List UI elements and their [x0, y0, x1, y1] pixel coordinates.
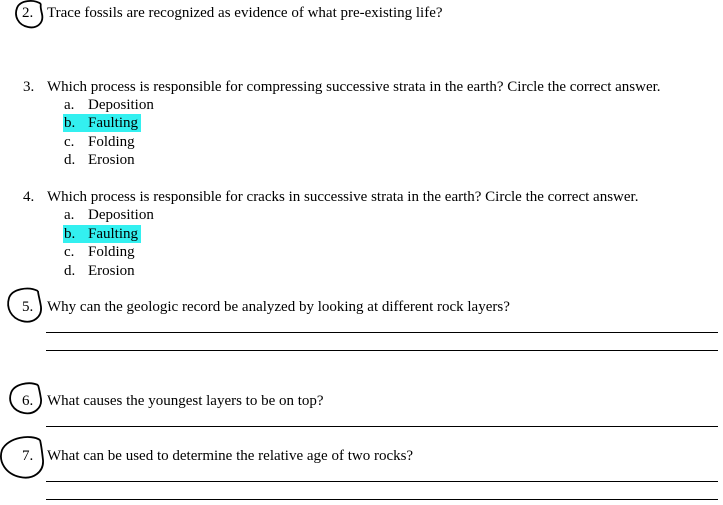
option-q3-a-letter[interactable]: a. [64, 97, 75, 113]
answer-line-q7-2[interactable] [46, 499, 718, 500]
answer-line-q5-2[interactable] [46, 350, 718, 351]
answer-line-q7-1[interactable] [46, 481, 718, 482]
option-q4-b-letter[interactable]: b. [64, 226, 76, 242]
question-2-text: Trace fossils are recognized as evidence of what pre-existing life? [47, 5, 443, 21]
option-q4-c-text[interactable]: Folding [88, 244, 135, 260]
question-2-number: 2. [22, 5, 34, 21]
option-q4-b-text[interactable]: Faulting [88, 226, 139, 242]
option-q3-d-letter[interactable]: d. [64, 152, 76, 168]
question-5-number: 5. [22, 299, 34, 315]
option-q4-a-letter[interactable]: a. [64, 207, 75, 223]
question-5-text: Why can the geologic record be analyzed by looking at different rock layers? [47, 299, 510, 315]
question-6-text: What causes the youngest layers to be on top? [47, 393, 324, 409]
option-q4-c-letter[interactable]: c. [64, 244, 75, 260]
option-q4-d-text[interactable]: Erosion [88, 263, 135, 279]
question-3-text: Which process is responsible for compressing successive strata in the earth? Circle the correct answer. [47, 79, 661, 95]
question-6-number: 6. [22, 393, 34, 409]
question-7-number: 7. [22, 448, 34, 464]
option-q3-b-letter[interactable]: b. [64, 115, 76, 131]
option-q3-c-letter[interactable]: c. [64, 134, 75, 150]
option-q4-d-letter[interactable]: d. [64, 263, 76, 279]
question-4-text: Which process is responsible for cracks in successive strata in the earth? Circle the correct answer. [47, 189, 639, 205]
question-3-number: 3. [23, 79, 35, 95]
option-q3-b-text[interactable]: Faulting [88, 115, 139, 131]
answer-line-q6-1[interactable] [46, 426, 718, 427]
question-7-text: What can be used to determine the relative age of two rocks? [47, 448, 414, 464]
option-q3-c-text[interactable]: Folding [88, 134, 135, 150]
answer-line-q5-1[interactable] [46, 332, 718, 333]
option-q4-a-text[interactable]: Deposition [88, 207, 154, 223]
question-4-number: 4. [23, 189, 35, 205]
option-q3-a-text[interactable]: Deposition [88, 97, 154, 113]
option-q3-d-text[interactable]: Erosion [88, 152, 135, 168]
